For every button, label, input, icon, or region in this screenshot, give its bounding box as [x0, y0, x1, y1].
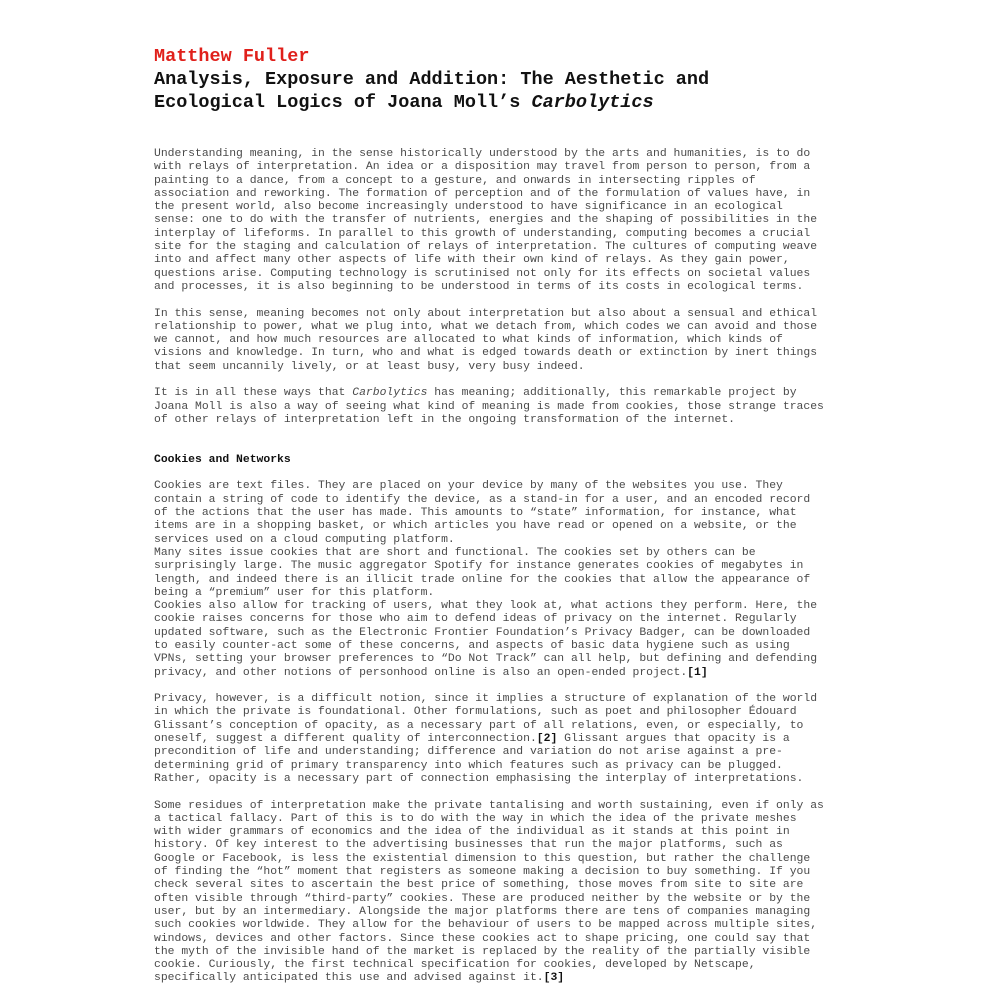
text-line: questions arise. Computing technology is scrutinised not only for its effects on societal values — [154, 267, 811, 280]
text-line: of the actions that the user has made. This amounts to “state” information, for instance, what — [154, 507, 797, 520]
text-line: painting to a dance, from a concept to a gesture, and onwards in intersecting ripples of — [154, 174, 756, 187]
text-line: site for the staging and calculation of relays of interpretation. The cultures of computing weave — [154, 241, 818, 254]
text-line: being a “premium” user for this platform. — [154, 586, 435, 599]
text-line: Google or Facebook, is less the existential dimension to this question, but rather the challenge — [154, 852, 811, 865]
text-line: of finding the “hot” moment that registers as someone making a decision to buy something. If you — [154, 866, 811, 879]
title-line-2-prefix: Ecological Logics of Joana Moll’s — [154, 92, 532, 113]
section-paragraph-3 — [154, 800, 854, 986]
text-line: length, and indeed there is an illicit trade online for the cookies that allow the appearance of — [154, 573, 811, 586]
text-line: determining grid of primary transparency into which features such as privacy can be plugged. — [154, 759, 783, 772]
text-line: In this sense, meaning becomes not only about interpretation but also about a sensual and ethical — [154, 307, 818, 320]
text-line: updated software, such as the Electronic Frontier Foundation’s Privacy Badger, can be downloaded — [154, 626, 811, 639]
title-line-1: Analysis, Exposure and Addition: The Aesthetic and — [154, 69, 710, 90]
section-paragraph-2 — [154, 693, 854, 786]
text-span: specifically anticipated this use and advised against it. — [154, 972, 544, 985]
text-line: with wider grammars of economics and the idea of the individual as it stands at this point in — [154, 826, 790, 839]
text-line — [154, 667, 854, 680]
text-line: visions and knowledge. In turn, who and what is edged towards death or extinction by inert things — [154, 347, 818, 360]
text-line: into and affect many other aspects of life with their own kind of relays. As they gain power, — [154, 254, 790, 267]
text-line: relationship to power, what we plug into, what we detach from, which codes we can avoid and those — [154, 320, 818, 333]
text-line: a tactical fallacy. Part of this is to do with the way in which the idea of the private meshes — [154, 812, 797, 825]
text-line: Cookies also allow for tracking of users, what they look at, what actions they perform. Here, the — [154, 600, 818, 613]
paragraph-gap — [154, 786, 854, 799]
text-line: we cannot, and how much resources are allocated to what kinds of information, which kinds of — [154, 334, 783, 347]
section-gap — [154, 427, 854, 454]
text-line — [154, 387, 854, 400]
text-line: such cookies worldwide. They allow for the behaviour of users to be mapped across multiple sites, — [154, 919, 818, 932]
text-line — [154, 733, 854, 746]
text-line: Rather, opacity is a necessary part of connection emphasising the interplay of interpretations. — [154, 772, 804, 785]
text-line: Cookies are text files. They are placed on your device by many of the websites you use. They — [154, 480, 783, 493]
footnote-ref-2[interactable]: [2] — [536, 733, 558, 746]
section-paragraph-1 — [154, 480, 854, 679]
text-line: with relays of interpretation. An idea or a disposition may travel from person to person, from a — [154, 161, 811, 174]
text-line: often visible through “third-party” cookies. These are produced neither by the website or by the — [154, 892, 811, 905]
text-line: and processes, it is also beginning to be understood in terms of its costs in ecological terms. — [154, 280, 804, 293]
intro-paragraph-1 — [154, 148, 854, 294]
article-body — [154, 148, 854, 986]
intro-paragraph-2 — [154, 308, 854, 374]
text-span: It is in all these ways that — [154, 387, 353, 400]
text-line: services used on a cloud computing platform. — [154, 533, 455, 546]
footnote-ref-3[interactable]: [3] — [543, 972, 565, 985]
text-line: Understanding meaning, in the sense historically understood by the arts and humanities, is to do — [154, 148, 811, 160]
text-line: Many sites issue cookies that are short and functional. The cookies set by others can be — [154, 546, 756, 559]
text-line: that seem uncannily lively, or at least busy, very busy indeed. — [154, 360, 585, 373]
section-heading: Cookies and Networks — [154, 453, 291, 466]
text-line: VPNs, setting your browser preferences to “Do Not Track” can all help, but defining and defending — [154, 653, 818, 666]
article — [154, 46, 854, 986]
text-line: the myth of the invisible hand of the market is replaced by the reality of the partially visible — [154, 945, 811, 958]
text-line: the present world, also become increasingly understood to have significance in an ecological — [154, 201, 783, 214]
text-line: cookie raises concerns for those who aim to defend ideas of privacy on the internet. Regularly — [154, 613, 797, 626]
text-line: association and reworking. The formation of perception and of the formulation of values have, in — [154, 187, 811, 200]
text-line: Privacy, however, is a difficult notion, since it implies a structure of explanation of the world — [154, 693, 818, 706]
article-title — [154, 68, 854, 114]
text-span: Glissant argues that opacity is a — [557, 733, 790, 746]
paragraph-gap — [154, 374, 854, 387]
text-span: privacy, and other notions of personhood online is also an open-ended project. — [154, 666, 688, 679]
text-line: of other relays of interpretation left in the ongoing transformation of the internet. — [154, 413, 736, 426]
text-line: in which the private is foundational. Other formulations, such as poet and philosopher Édouard — [154, 706, 797, 719]
footnote-ref-1[interactable]: [1] — [687, 666, 708, 679]
text-span: oneself, suggest a different quality of interconnection. — [154, 733, 537, 746]
paragraph-gap — [154, 680, 854, 693]
text-line: history. Of key interest to the advertising businesses that run the major platforms, such as — [154, 839, 783, 852]
author-name: Matthew Fuller — [154, 46, 310, 67]
text-line: Joana Moll is also a way of seeing what kind of meaning is made from cookies, those strange traces — [154, 400, 824, 413]
text-line: sense: one to do with the transfer of nutrients, energies and the shaping of possibilities in the — [154, 214, 818, 227]
text-line: cookie. Curiously, the first technical specification for cookies, developed by Netscape, — [154, 959, 756, 972]
paragraph-gap — [154, 467, 854, 480]
intro-paragraph-3 — [154, 387, 854, 427]
text-line: items are in a shopping basket, or which articles you have read or opened on a website, or the — [154, 520, 797, 533]
title-line-2-italic: Carbolytics — [531, 92, 654, 113]
paragraph-gap — [154, 294, 854, 307]
project-title-italic: Carbolytics — [352, 387, 428, 400]
text-line: to easily counter-act some of these concerns, and aspects of basic data hygiene such as using — [154, 639, 790, 652]
text-line — [154, 972, 854, 985]
text-line: windows, devices and other factors. Since these cookies act to shape pricing, one could say that — [154, 932, 811, 945]
text-line: check several sites to ascertain the best price of something, those moves from site to site are — [154, 879, 804, 892]
text-line: precondition of life and understanding; difference and variation do not arise against a pre- — [154, 746, 783, 759]
text-line: interplay of lifeforms. In parallel to this growth of understanding, computing becomes a crucial — [154, 227, 811, 240]
text-line: surprisingly large. The music aggregator Spotify for instance generates cookies of megabytes in — [154, 560, 804, 573]
text-line: contain a string of code to identify the device, as a stand-in for a user, and an encoded record — [154, 493, 811, 506]
text-line: user, but by an intermediary. Alongside the major platforms there are tens of companies managing — [154, 905, 811, 918]
text-span: has meaning; additionally, this remarkable project by — [427, 387, 797, 400]
text-line: Some residues of interpretation make the private tantalising and worth sustaining, even if only as — [154, 799, 824, 812]
text-line: Glissant’s conception of opacity, as a necessary part of all relations, even, or especially, to — [154, 719, 804, 732]
